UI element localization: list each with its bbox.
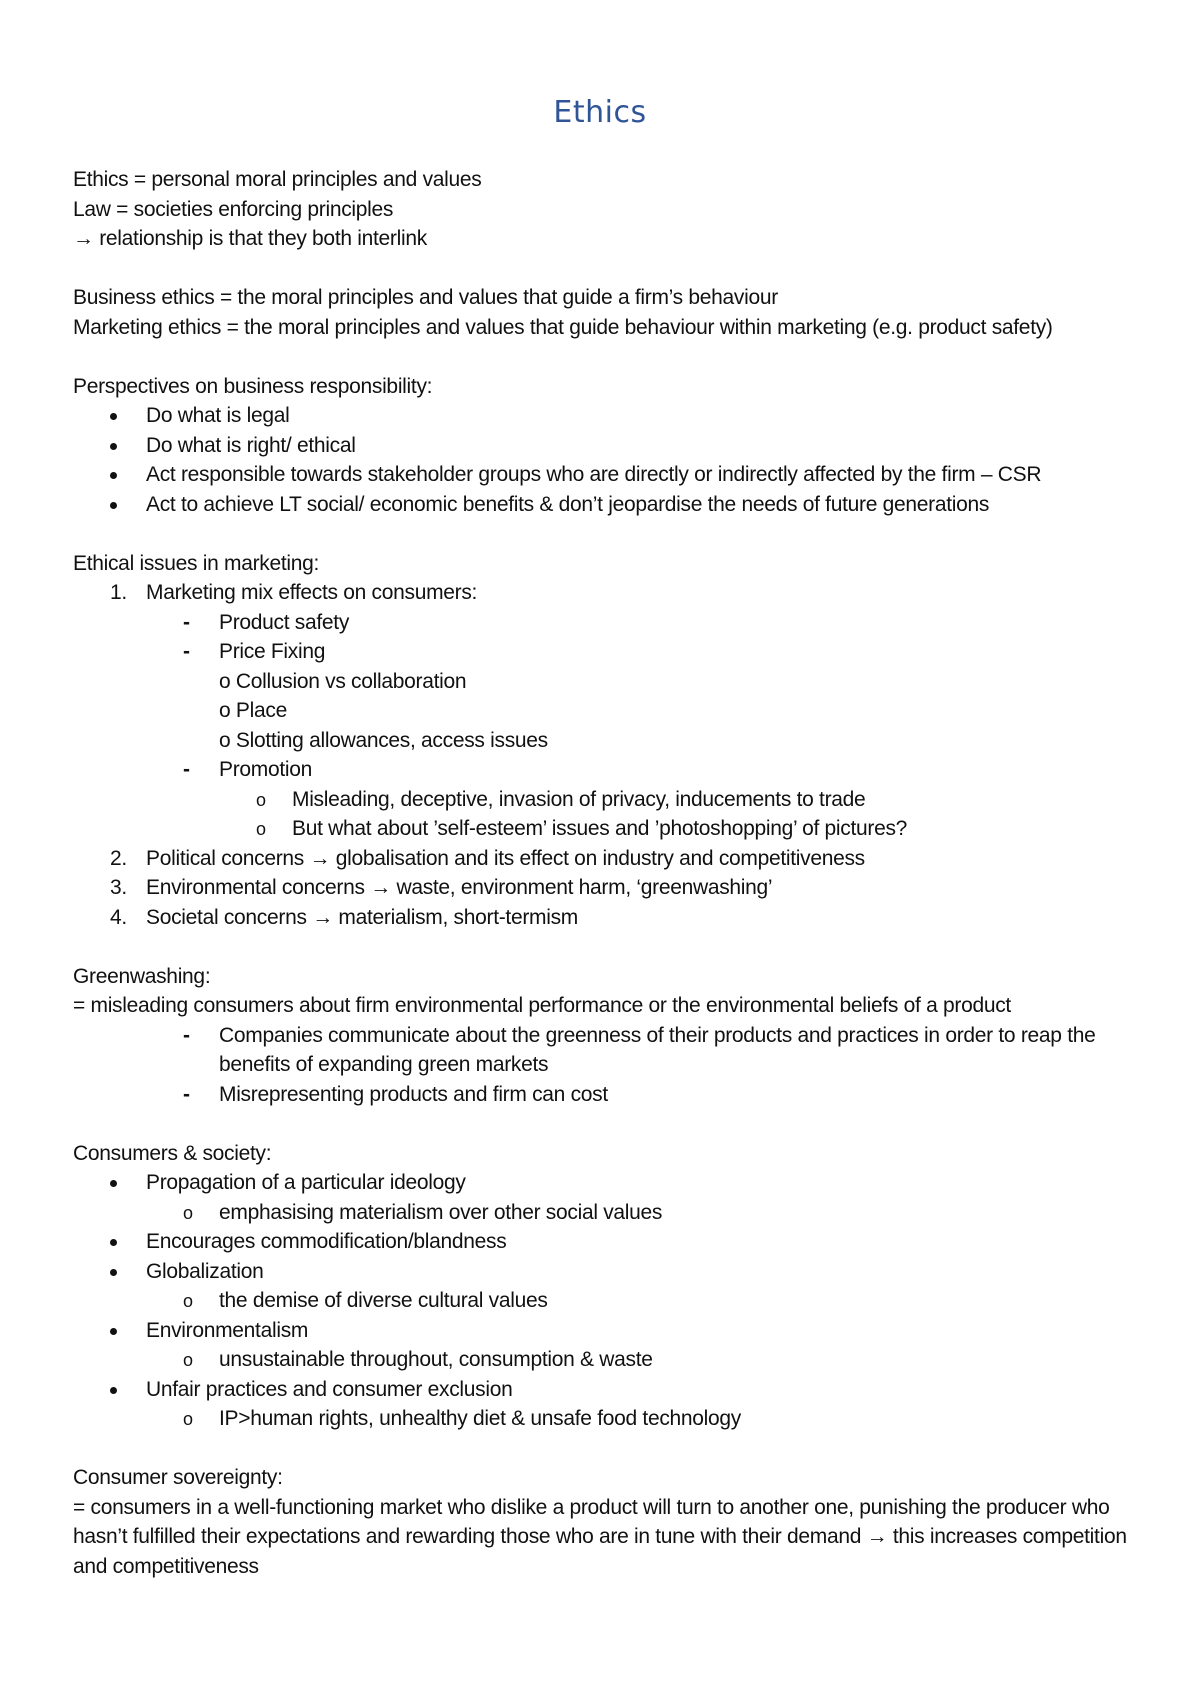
- list-item: Do what is legal: [73, 401, 1133, 431]
- greenwashing-definition: = misleading consumers about firm environmental performance or the environmental beliefs of a product: [73, 994, 1011, 1017]
- bullet-icon: [110, 502, 117, 509]
- list-item: Globalization: [73, 1257, 1133, 1287]
- bullet-icon: [110, 1180, 117, 1187]
- document-body: [73, 165, 1133, 1581]
- list-item: Act to achieve LT social/ economic benefits & don’t jeopardise the needs of future generations: [73, 490, 1133, 520]
- list-item: o Misleading, deceptive, invasion of privacy, inducements to trade: [256, 787, 866, 811]
- list-item: o Collusion vs collaboration: [219, 669, 467, 693]
- definition-marketing-ethics: Marketing ethics = the moral principles and values that guide behaviour within marketing (e.g. product safety): [73, 315, 1053, 339]
- list-item: o Place: [219, 699, 287, 722]
- list-item: Environmentalism: [73, 1316, 1133, 1346]
- bullet-icon: [110, 1239, 117, 1246]
- list-item: o Slotting allowances, access issues: [219, 728, 548, 752]
- list-item: 4. Societal concerns → materialism, short-termism: [110, 905, 578, 929]
- list-item: 2. Political concerns → globalisation and its effect on industry and competitiveness: [110, 846, 865, 870]
- definition-business-ethics: Business ethics = the moral principles and values that guide a firm’s behaviour: [73, 286, 778, 309]
- bullet-icon: [110, 1387, 117, 1394]
- list-item: 3. Environmental concerns → waste, environment harm, ‘greenwashing’: [110, 876, 773, 899]
- list-item: - Product safety: [183, 610, 350, 634]
- consumers-society-heading: Consumers & society:: [73, 1141, 272, 1165]
- bullet-icon: [110, 443, 117, 450]
- sovereignty-heading: Consumer sovereignty:: [73, 1466, 283, 1489]
- definition-relationship: → relationship is that they both interlink: [73, 227, 427, 250]
- list-item: - Companies communicate about the greenness of their products and practices in order to reap the benefits of expanding green markets: [183, 1023, 1096, 1076]
- list-item: Unfair practices and consumer exclusion: [73, 1375, 1133, 1405]
- bullet-icon: [110, 472, 117, 479]
- list-item: o IP>human rights, unhealthy diet & unsafe food technology: [183, 1407, 741, 1430]
- list-item: Encourages commodification/blandness: [73, 1227, 1133, 1257]
- list-item: Do what is right/ ethical: [73, 431, 1133, 461]
- sovereignty-text: = consumers in a well-functioning market who dislike a product will turn to another one, punishing the producer who hasn’t fulfilled their expectations and rewarding those who are in tune with their demand → this increases competition and competitiveness: [73, 1495, 1127, 1578]
- definition-ethics: Ethics = personal moral principles and values: [73, 168, 482, 191]
- page-title: Ethics: [553, 95, 647, 130]
- list-item: - Promotion: [183, 758, 313, 781]
- list-item: Act responsible towards stakeholder groups who are directly or indirectly affected by the firm – CSR: [73, 460, 1133, 490]
- list-item: 1. Marketing mix effects on consumers:: [110, 581, 478, 604]
- greenwashing-heading: Greenwashing:: [73, 964, 211, 988]
- list-item: o unsustainable throughout, consumption & waste: [183, 1348, 653, 1371]
- bullet-icon: [110, 1328, 117, 1335]
- bullet-icon: [110, 413, 117, 420]
- list-item: o But what about ’self-esteem’ issues and ’photoshopping’ of pictures?: [256, 817, 908, 840]
- list-item: Propagation of a particular ideology: [73, 1168, 1133, 1198]
- list-item: o emphasising materialism over other social values: [183, 1200, 663, 1224]
- bullet-icon: [110, 1269, 117, 1276]
- issues-heading: Ethical issues in marketing:: [73, 551, 320, 575]
- definition-law: Law = societies enforcing principles: [73, 197, 394, 221]
- list-item: o the demise of diverse cultural values: [183, 1289, 548, 1312]
- list-item: - Price Fixing: [183, 640, 326, 663]
- list-item: - Misrepresenting products and firm can cost: [183, 1082, 608, 1106]
- perspectives-heading: Perspectives on business responsibility:: [73, 374, 433, 398]
